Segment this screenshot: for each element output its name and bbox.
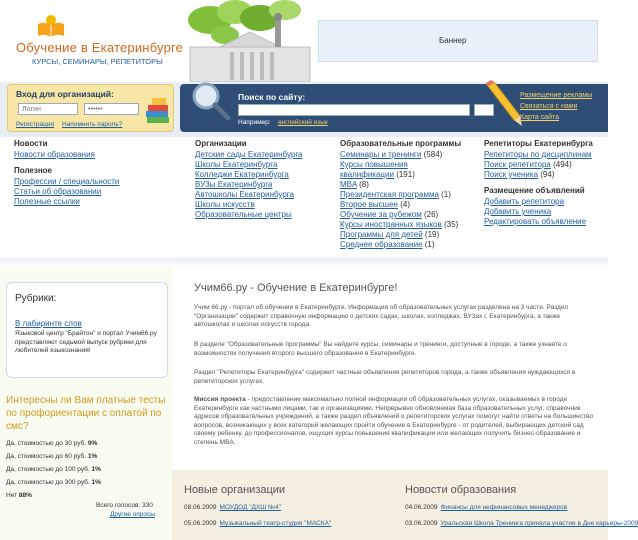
menu-link[interactable]: Программы для детей: [340, 230, 423, 239]
banner-label: Баннер: [439, 36, 467, 45]
education-news: [405, 484, 638, 536]
logo-subtitle: КУРСЫ, СЕМИНАРЫ, РЕПЕТИТОРЫ: [32, 57, 163, 66]
menu-link[interactable]: Колледжи Екатеринбурга: [195, 170, 289, 179]
poll-option: Да, стоимостью до 30 руб.: [6, 440, 87, 447]
menu-item: [340, 210, 461, 220]
navigation-menus: [0, 137, 608, 257]
menu-link[interactable]: Школы искусств: [195, 200, 255, 209]
menu-count: (494): [553, 160, 572, 169]
ad-placement-link[interactable]: Размещение рекламы: [520, 92, 593, 99]
main-title: Учим66.ру - Обучение в Екатеринбурге!: [194, 282, 398, 294]
menu-link[interactable]: Репетиторы по дисциплинам: [484, 150, 592, 159]
menu-link[interactable]: Семинары и тренинги: [340, 150, 422, 159]
item-date: 08.06.2009: [184, 504, 217, 511]
item-link[interactable]: Уральская Школа Тренинга приняла участие в Дне карьеры-2009: [440, 520, 638, 527]
item-link[interactable]: Музыкальный театр-студия "МАСКА": [219, 520, 332, 527]
poll-option: Да, стоимостью до 300 руб.: [6, 479, 90, 486]
poll-votes: Всего голосов: 330: [96, 502, 153, 509]
new-organizations-title: Новые организации: [184, 484, 286, 496]
menu-group-title: Размещение объявлений: [484, 186, 585, 195]
search-example-link[interactable]: английский язык: [278, 119, 328, 126]
logo-title: Обучение в Екатеринбурге: [16, 40, 184, 55]
menu-group-title: Новости: [14, 139, 48, 148]
password-field[interactable]: [84, 103, 139, 115]
section-separator: [0, 258, 608, 268]
menu-count: (94): [540, 170, 555, 179]
poll-row: [6, 453, 168, 466]
list-item: [184, 520, 394, 536]
main-content: [190, 268, 600, 458]
menu-item: [484, 170, 593, 180]
mission-paragraph: [194, 396, 594, 447]
menu-link[interactable]: квалификации: [340, 170, 394, 179]
menu-item: [195, 210, 303, 220]
menu-count: (1): [424, 240, 435, 249]
poll-percent: 1%: [87, 453, 98, 460]
list-item: [405, 504, 605, 520]
education-news-title: Новости образования: [405, 484, 517, 496]
menu-item: [340, 200, 461, 210]
menu-link[interactable]: Редактировать объявление: [484, 217, 587, 226]
poll-percent: 9%: [87, 440, 98, 447]
menu-link[interactable]: ВУЗы Екатеринбурга: [195, 180, 273, 189]
poll-question: Интересны ли Вам платные тесты по профориентации с оплатой по смс?: [6, 395, 166, 432]
other-polls-link[interactable]: Другие опросы: [110, 511, 155, 518]
menu-link[interactable]: Добавить репетитора: [484, 197, 565, 206]
menu-column-news: [14, 139, 119, 207]
login-panel: [7, 84, 174, 132]
menu-link[interactable]: Президентская программа: [340, 190, 439, 199]
menu-link[interactable]: Курсы повышения: [340, 160, 408, 169]
forgot-password-link[interactable]: Напомнить пароль?: [62, 121, 123, 128]
new-organizations: [184, 484, 394, 536]
menu-link[interactable]: Поиск ученика: [484, 170, 539, 179]
poll-percent: 88%: [18, 492, 32, 499]
menu-item: [195, 170, 303, 180]
education-news-list: [405, 504, 638, 536]
poll-option: Да, стоимостью до 100 руб.: [6, 466, 90, 473]
new-organizations-list: [184, 504, 394, 536]
poll-option: Да, стоимостью до 60 руб.: [6, 453, 87, 460]
ad-banner[interactable]: [318, 20, 598, 62]
item-link[interactable]: Финансы для нефинансовых менеджеров: [440, 504, 568, 511]
menu-link[interactable]: Образовательные центры: [195, 210, 292, 219]
poll-percent: 1%: [91, 466, 101, 473]
menu-link[interactable]: MBA: [340, 180, 357, 189]
menu-count: (8): [359, 180, 369, 189]
intro-paragraph: Учим 66.ру - портал об обучении в Екатеринбурге. Информация об образовательных услугах разделена на 3 части. Раздел "Организации" содержит справочную информацию о детских садах, школах, колледжах, ВУЗах г. Екатеринбурга, а также автошколах и школах искусств города.: [194, 304, 569, 328]
menu-item: [484, 160, 593, 170]
menu-item: [340, 150, 461, 160]
search-panel: [180, 84, 608, 132]
menu-link[interactable]: Добавить ученика: [484, 207, 552, 216]
menu-item: [484, 197, 593, 207]
menu-group-title: Организации: [195, 139, 247, 148]
menu-group-title: Полезное: [14, 166, 53, 175]
sitemap-link[interactable]: Карта сайта: [520, 114, 559, 121]
search-input[interactable]: [238, 104, 470, 116]
poll-percent: 1%: [91, 479, 101, 486]
list-item: [184, 504, 394, 520]
search-example-label: Например:: [238, 119, 271, 126]
menu-item: [340, 220, 461, 230]
menu-item: [340, 230, 461, 240]
menu-column-tutors: [484, 139, 593, 227]
login-title: Вход для организаций:: [16, 89, 114, 99]
menu-item: [340, 180, 461, 190]
register-link[interactable]: Регистрация: [16, 121, 54, 128]
menu-link[interactable]: Детские сады Екатеринбурга: [195, 150, 303, 159]
list-item: [405, 520, 638, 536]
menu-link[interactable]: Среднее образование: [340, 240, 423, 249]
menu-link[interactable]: Статьи об образовании: [14, 187, 102, 196]
menu-item: [484, 150, 593, 160]
menu-item: [14, 197, 119, 207]
menu-item: [195, 160, 303, 170]
menu-item: [195, 180, 303, 190]
contact-link[interactable]: Связаться с нами: [520, 103, 578, 110]
menu-item: [195, 200, 303, 210]
menu-link[interactable]: Курсы иностранных языков: [340, 220, 442, 229]
menu-count: (26): [423, 210, 439, 219]
menu-link[interactable]: Автошколы Екатеринбурга: [195, 190, 294, 199]
menu-item: [14, 187, 119, 197]
menu-item: [14, 177, 119, 187]
poll-row: [6, 466, 168, 479]
item-date: 03.06.2009: [405, 520, 438, 527]
menu-column-programs: [340, 139, 461, 250]
menu-group-title: Образовательные программы: [340, 139, 462, 148]
item-date: 05.06.2009: [184, 520, 217, 527]
poll-option: Нет: [6, 492, 18, 499]
sidebar: [0, 268, 172, 540]
menu-item: [195, 150, 303, 160]
building-illustration: [180, 12, 320, 82]
menu-count: (35): [443, 220, 459, 229]
menu-link[interactable]: Обучение за рубежом: [340, 210, 422, 219]
menu-item: [340, 190, 461, 200]
site-logo[interactable]: [8, 10, 183, 72]
item-link[interactable]: МОУДОД "ДХШ №4": [219, 504, 281, 511]
open-book-icon: [36, 14, 66, 38]
programs-paragraph: В разделе "Образовательные программы" Вы найдете курсы, семинары и тренинги, доступные в городе, а также узнаете о возможностях получения второго высшего образования в Екатеринбурге.: [194, 341, 567, 357]
rubric-link[interactable]: В лабиринте слов: [15, 319, 82, 328]
magnifier-icon: [188, 78, 232, 122]
poll-results: [6, 440, 168, 505]
menu-item: [195, 190, 303, 200]
menu-item: [340, 160, 461, 170]
menu-link[interactable]: Профессии / специальности: [14, 177, 120, 186]
mission-label: Миссия проекта: [194, 396, 246, 403]
login-field[interactable]: [18, 103, 78, 115]
menu-item: [484, 207, 593, 217]
search-label: Поиск по сайту:: [238, 92, 306, 102]
item-date: 04.06.2009: [405, 504, 438, 511]
menu-link[interactable]: Полезные ссылки: [14, 197, 80, 206]
menu-link[interactable]: Новости образования: [14, 150, 95, 159]
poll: [6, 394, 168, 518]
books-icon[interactable]: [144, 95, 172, 125]
menu-item: [340, 240, 461, 250]
pencil-icon: [480, 80, 524, 128]
menu-count: (191): [396, 170, 415, 179]
rubric-text: Языковой центр "Брайтон" и портал Учим66.ру представляют седьмой выпуск рубрики для любителей языкознания!: [15, 330, 157, 354]
menu-link[interactable]: Поиск репетитора: [484, 160, 551, 169]
menu-count: (4): [400, 200, 410, 209]
menu-link[interactable]: Школы Екатеринбурга: [195, 160, 278, 169]
menu-group-title: Репетиторы Екатеринбурга: [484, 139, 593, 148]
top-links: [520, 92, 592, 125]
menu-item: [340, 170, 461, 180]
poll-row: [6, 479, 168, 492]
header: [0, 0, 608, 82]
menu-count: (1): [441, 190, 451, 199]
menu-count: (19): [424, 230, 440, 239]
menu-item: [14, 150, 119, 160]
menu-count: (584): [423, 150, 443, 159]
menu-item: [484, 217, 593, 227]
menu-link[interactable]: Второе высшее: [340, 200, 398, 209]
rubrics-title: Рубрики:: [15, 293, 57, 304]
menu-column-organizations: [195, 139, 303, 220]
poll-row: [6, 440, 168, 453]
rubrics-box: [6, 282, 168, 378]
tutors-paragraph: Раздел "Репетиторы Екатеринбурга" содержит частные объявления репетиторов города, а также объявления нуждающихся в репетиторских услугах.: [194, 369, 576, 385]
mission-text: - предоставление максимально полной информации об образовательных услугах, оказываемых в городе Екатеринбурге как частными лицами, так и организациями. Непрерывно обновляемая база образовательных услуг, справочник адресов образовательных учреждений, а также раздел объявлений о репетиторских услугах помогут найти ответы на большинство вопросов, возникающих у всех категорий желающих пройти обучение в Екатеринбурге - от родителей, выбирающих детский сад своему ребенку, до профессионалов, ищущих курсы повышения квалификации или желающих получить бизнес-образование и степень MBA.: [194, 396, 593, 446]
